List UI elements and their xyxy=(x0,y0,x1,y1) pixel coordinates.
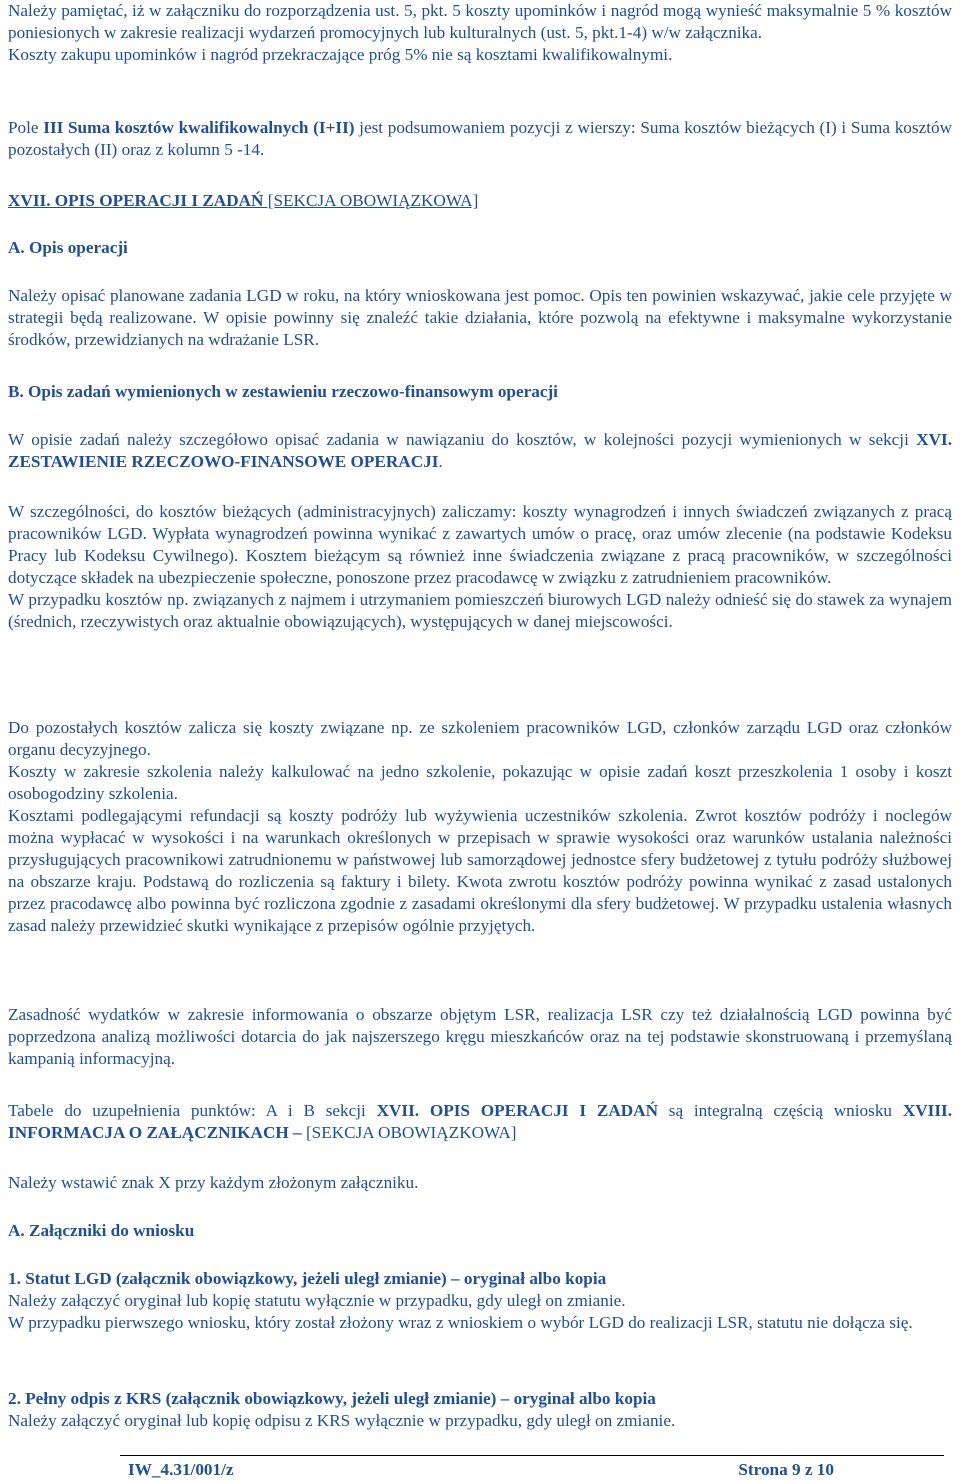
paragraph-text: . xyxy=(438,452,443,471)
paragraph-text: jest podsumowaniem pozycji z wierszy: Suma kosztów bieżących (I) i Suma kosztów pozostałych (II) oraz z kolumn 5 -14. xyxy=(8,118,953,159)
paragraph-mark-instruction: Należy wstawić znak X przy każdym złożonym załączniku. xyxy=(8,1173,419,1192)
paragraph-text: W przypadku kosztów np. związanych z najmem i utrzymaniem pomieszczeń biurowych LGD należy odnieść się do stawek za wynajem (średnich, rzeczywistych oraz aktualnie obowiązujących), występujących w danej miejscowości. xyxy=(8,590,952,631)
paragraph-operation-description xyxy=(8,285,952,351)
paragraph-text: Należy załączyć oryginał lub kopię odpisu z KRS wyłącznie w przypadku, gdy uległ on zmianie. xyxy=(8,1411,676,1430)
paragraph-current-costs xyxy=(8,501,952,633)
paragraph-text: W opisie zadań należy szczegółowo opisać zadania w nawiązaniu do kosztów, w kolejności pozycji wymienionych w sekcji xyxy=(8,430,917,449)
paragraph-tables xyxy=(8,1100,952,1144)
paragraph-text: Do pozostałych kosztów zalicza się koszty związane np. ze szkoleniem pracowników LGD, członków zarządu LGD oraz członków organu decyzyjnego. xyxy=(8,718,952,759)
paragraph-gifts-limit xyxy=(8,0,952,66)
paragraph-information-costs: Zasadność wydatków w zakresie informowania o obszarze objętym LSR, realizacja LSR czy też działalnością LGD powinna być poprzedzona analizą możliwości dotarcia do jak najszerszego kręgu mieszkańców oraz na tej podstawie skonstruowaną i przemyślaną kampanią informacyjną. xyxy=(8,1005,952,1068)
paragraph-eligible-costs-sum xyxy=(8,117,952,161)
paragraph-text: W przypadku pierwszego wniosku, który został złożony wraz z wnioskiem o wybór LGD do realizacji LSR, statutu nie dołącza się. xyxy=(8,1313,913,1332)
paragraph-text: Należy pamiętać, iż w załączniku do rozporządzenia ust. 5, pkt. 5 koszty upominków i nagród mogą wynieść maksymalnie 5 % kosztów poniesionych w zakresie realizacji wydarzeń promocyjnych lub kulturalnych (ust. 5, pkt.1-4) w/w załącznika. xyxy=(8,1,952,42)
paragraph-text: Koszty w zakresie szkolenia należy kalkulować na jedno szkolenie, pokazując w opisie zadań koszt przeszkolenia 1 osoby i koszt osobogodziny szkolenia. xyxy=(8,762,952,803)
paragraph-text: W szczególności, do kosztów bieżących (administracyjnych) zaliczamy: koszty wynagrodzeń i innych świadczeń związanych z pracą pracowników LGD. xyxy=(8,502,952,543)
subsection-title-a: A. Opis operacji xyxy=(8,238,128,257)
paragraph-text: są integralną częścią wniosku xyxy=(658,1101,903,1120)
section-heading xyxy=(8,190,952,212)
paragraph-text: W opisie powinny się znaleźć takie działania, które pozwolą na efektywne i maksymalne wykorzystanie środków, przewidzianych na wdrażanie LSR. xyxy=(8,308,952,349)
section-reference: XVIII. INFORMACJA O ZAŁĄCZNIKACH – xyxy=(8,1101,952,1142)
paragraph-text: Koszty zakupu upominków i nagród przekraczające próg 5% nie są kosztami kwalifikowalnymi. xyxy=(8,45,673,64)
field-name: III Suma kosztów kwalifikowalnych (I+II) xyxy=(43,118,355,137)
footer-divider xyxy=(120,1455,944,1456)
attachments-title: A. Załączniki do wniosku xyxy=(8,1221,195,1240)
subsection-title-b: B. Opis zadań wymienionych w zestawieniu rzeczowo-finansowym operacji xyxy=(8,382,558,401)
section-heading-title: XVII. OPIS OPERACJI I ZADAŃ xyxy=(8,191,264,210)
paragraph-text: Należy załączyć oryginał lub kopię statutu wyłącznie w przypadku, gdy uległ on zmianie. xyxy=(8,1291,626,1310)
paragraph-text: Pole xyxy=(8,118,44,137)
paragraph-tasks-description xyxy=(8,429,952,473)
attachment-item-statute xyxy=(8,1268,952,1334)
paragraph-text: Należy opisać planowane zadania LGD w roku, na który wnioskowana jest pomoc. Opis ten powinien wskazywać, jakie cele przyjęte w strategii będą realizowane. xyxy=(8,286,952,327)
section-reference: XVII. OPIS OPERACJI I ZADAŃ xyxy=(376,1101,658,1120)
attachment-item-title: 1. Statut LGD (załącznik obowiązkowy, jeżeli uległ zmianie) – oryginał albo kopia xyxy=(8,1269,607,1288)
footer-page-number: Strona 9 z 10 xyxy=(738,1460,834,1479)
paragraph-text: Tabele do uzupełnienia punktów: A i B sekcji xyxy=(8,1101,377,1120)
paragraph-other-costs xyxy=(8,717,952,937)
section-heading-tag: [SEKCJA OBOWIĄZKOWA] xyxy=(263,191,479,210)
paragraph-text: Wypłata wynagrodzeń powinna wynikać z zawartych umów o pracę, oraz umów zlecenie (na podstawie Kodeksu Pracy lub Kodeksu Cywilnego). Kosztem bieżącym są również inne świadczenia związane z pracą pracowników, w szczególności dotyczące składek na ubezpieczenie społeczne, ponoszone przez pracodawcę w związku z zatrudnieniem pracowników. xyxy=(8,524,952,587)
footer-document-id: IW_4.31/001/z xyxy=(128,1460,234,1479)
section-tag: [SEKCJA OBOWIĄZKOWA] xyxy=(301,1123,517,1142)
section-reference: XVI. ZESTAWIENIE RZECZOWO-FINANSOWE OPERACJI xyxy=(8,430,952,471)
paragraph-text: Kosztami podlegającymi refundacji są koszty podróży lub wyżywienia uczestników szkolenia. Zwrot kosztów podróży i noclegów można wypłacać w wysokości i na warunkach określonych w przepisach w sprawie wysokości oraz warunków ustalania należności przysługujących pracownikowi zatrudnionemu w państwowej lub samorządowej jednostce sfery budżetowej z tytułu podróży służbowej na obszarze kraju. Podstawą do rozliczenia są faktury i bilety. Kwota zwrotu kosztów podróży powinna wynikać z zasad ustalonych przez pracodawcę albo powinna być rozliczona zgodnie z zasadami określonymi dla sfery budżetowej. W przypadku ustalenia własnych zasad należy przewidzieć skutki wynikające z przepisów ogólnie przyjętych. xyxy=(8,806,952,935)
attachment-item-krs xyxy=(8,1388,952,1432)
attachment-item-title: 2. Pełny odpis z KRS (załącznik obowiązkowy, jeżeli uległ zmianie) – oryginał albo kopia xyxy=(8,1389,656,1408)
